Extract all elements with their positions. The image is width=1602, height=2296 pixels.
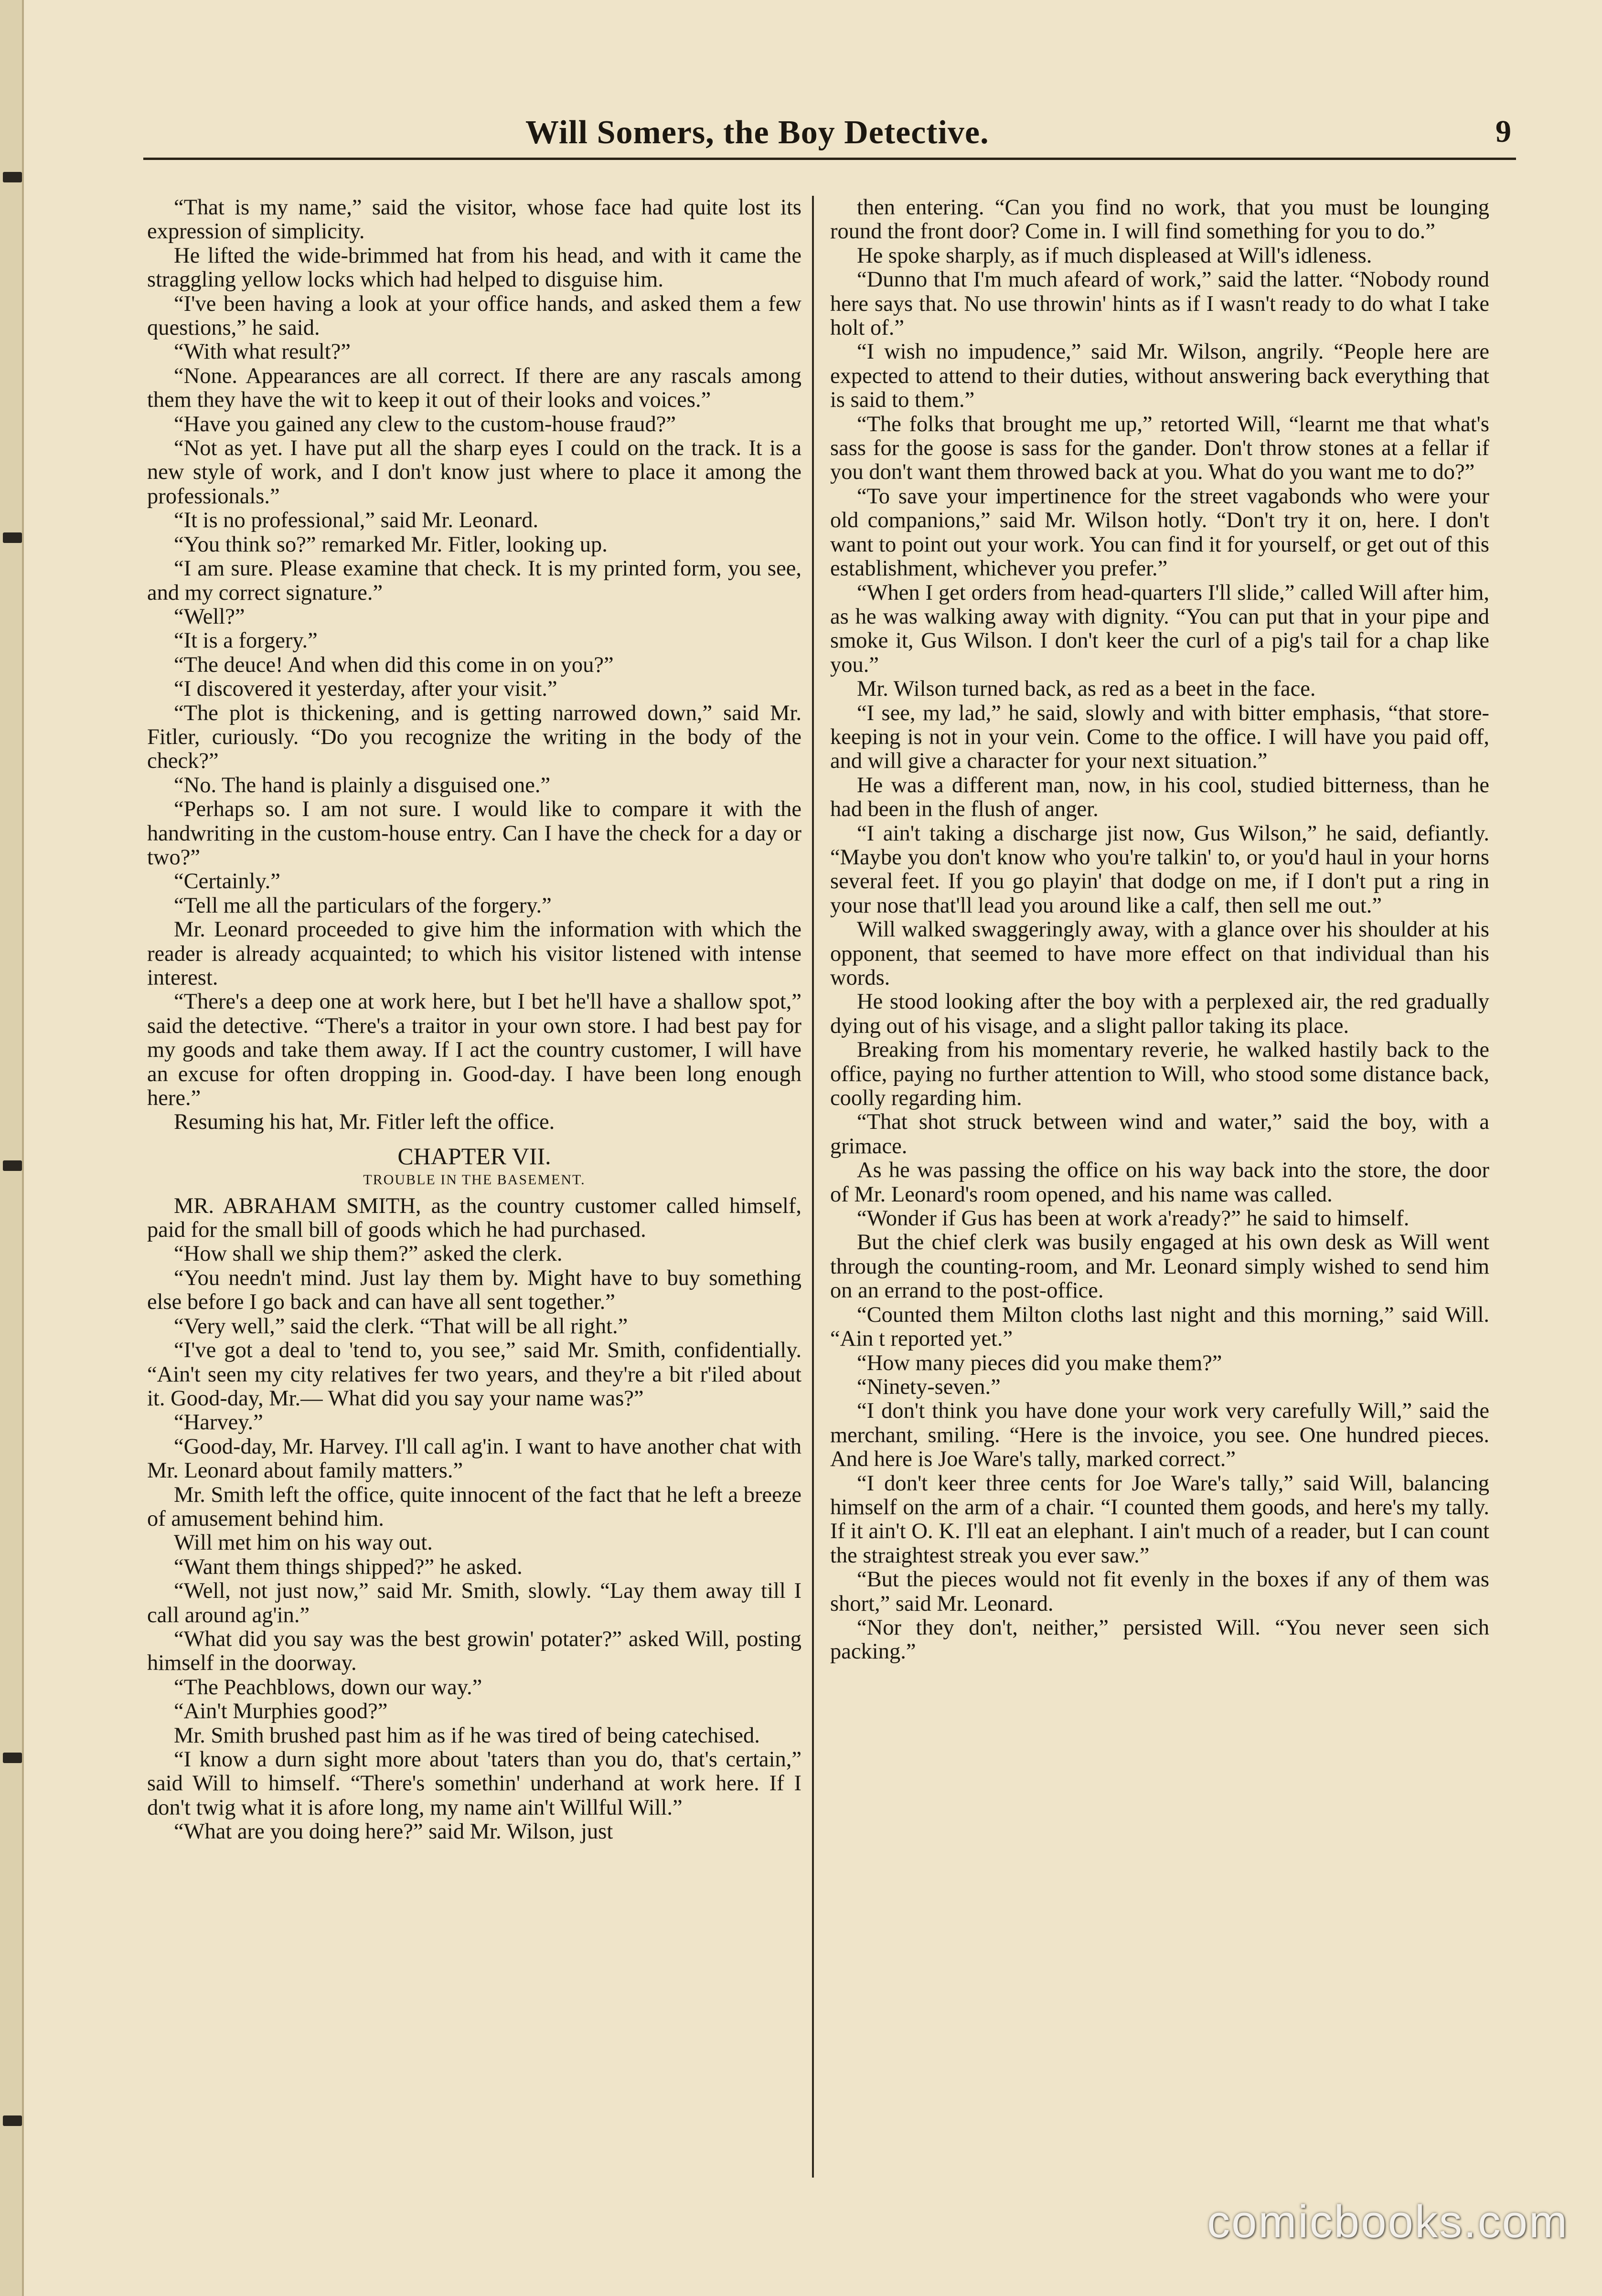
paragraph: “It is a forgery.”: [174, 628, 318, 653]
column-divider: [812, 196, 814, 2178]
paragraph: “There's a deep one at work here, but I bet he'll have a shallow spot,” said the detective. “There's a traitor in your own store. I had best pay for my goods and take them away. If I act the country customer, I will have an excuse for often dropping in. Good-day. I have been long enough here.”: [147, 989, 801, 1111]
paragraph: “The plot is thickening, and is getting narrowed down,” said Mr. Fitler, curiously. “Do you recognize the writing in the body of the check?”: [147, 701, 801, 774]
right-column: [830, 196, 1489, 2178]
paragraph: “Very well,” said the clerk. “That will be all right.”: [174, 1314, 628, 1339]
paragraph: “Want them things shipped?” he asked.: [174, 1554, 523, 1579]
paragraph: “That shot struck between wind and water,” said the boy, with a grimace.: [830, 1110, 1489, 1159]
paragraph: “I wish no impudence,” said Mr. Wilson, angrily. “People here are expected to attend to their duties, without answering back everything that is said to them.”: [830, 340, 1489, 413]
paragraph: “Not as yet. I have put all the sharp eyes I could on the track. It is a new style of work, and I don't know just where to place it among the professionals.”: [147, 436, 801, 509]
paragraph: “Have you gained any clew to the custom-house fraud?”: [174, 412, 676, 436]
staple-mark: [3, 1160, 22, 1171]
paragraph: “I see, my lad,” he said, slowly and with bitter emphasis, “that store-keeping is not in your vein. Come to the office. I will have you paid off, and will give a character for your next situation.”: [830, 701, 1489, 774]
paragraph: “The Peachblows, down our way.”: [174, 1675, 482, 1700]
paragraph: “Harvey.”: [174, 1410, 263, 1435]
paragraph: “Counted them Milton cloths last night and this morning,” said Will. “Ain t reported yet.”: [830, 1302, 1489, 1351]
paragraph: “Ain't Murphies good?”: [174, 1699, 388, 1724]
paragraph: “The folks that brought me up,” retorted Will, “learnt me that what's sass for the goose is sass for the gander. Don't throw stones at a fellar if you don't want them throwed back at you. What do you want me to do?”: [830, 412, 1489, 485]
chapter-title: CHAPTER VII.: [397, 1142, 551, 1169]
paragraph: Resuming his hat, Mr. Fitler left the office.: [174, 1110, 555, 1135]
paragraph: “Certainly.”: [174, 869, 280, 894]
paragraph: “To save your impertinence for the street vagabonds who were your old companions,” said Mr. Wilson hotly. “Don't try it on, here. I don't want to point out your work. You can find it for yourself, or get out of this establishment, whichever you prefer.”: [830, 484, 1489, 581]
paragraph: Mr. Smith left the office, quite innocent of the fact that he left a breeze of amusement behind him.: [147, 1482, 801, 1531]
paragraph: “Tell me all the particulars of the forgery.”: [174, 893, 552, 918]
right-column-body: [830, 196, 1489, 1664]
paragraph: “I've got a deal to 'tend to, you see,” said Mr. Smith, confidentially. “Ain't seen my city relatives fer two years, and they're a bit r'iled about it. Good-day, Mr.— What did you say your name was?”: [147, 1338, 801, 1411]
paragraph: Breaking from his momentary reverie, he walked hastily back to the office, paying no further attention to Will, who stood some distance back, coolly regarding him.: [830, 1038, 1489, 1111]
paragraph: Mr. Leonard proceeded to give him the information with which the reader is already acquainted; to which his visitor listened with intense interest.: [147, 917, 801, 990]
paragraph: “No. The hand is plainly a disguised one.”: [174, 773, 551, 797]
paragraph: “The deuce! And when did this come in on you?”: [174, 652, 614, 677]
paragraph: then entering. “Can you find no work, that you must be lounging round the front door? Come in. I will find something for you to do.”: [830, 195, 1489, 244]
paragraph: MR. ABRAHAM SMITH, as the country customer called himself, paid for the small bill of goods which he had purchased.: [147, 1193, 801, 1243]
paragraph: “I know a durn sight more about 'taters than you do, that's certain,” said Will to himself. “There's somethin' underhand at work here. If I don't twig what it is afore long, my name ain't Willful Will.”: [147, 1747, 801, 1820]
staple-mark: [3, 172, 22, 182]
paragraph: “It is no professional,” said Mr. Leonard.: [174, 508, 539, 533]
paragraph: As he was passing the office on his way back into the store, the door of Mr. Leonard's room opened, and his name was called.: [830, 1158, 1489, 1207]
paragraph: “But the pieces would not fit evenly in the boxes if any of them was short,” said Mr. Leonard.: [830, 1567, 1489, 1616]
running-header: [143, 110, 1516, 160]
paragraph: Will met him on his way out.: [174, 1531, 433, 1555]
site-watermark: comicbooks.com: [1207, 2196, 1569, 2247]
paragraph: “When I get orders from head-quarters I'll slide,” called Will after him, as he was walking away with dignity. “You can put that in your pipe and smoke it, Gus Wilson. I don't keer the curl of a pig's tail for a chap like you.”: [830, 580, 1489, 677]
paragraph: Mr. Wilson turned back, as red as a beet in the face.: [857, 677, 1316, 702]
page-number: 9: [1495, 114, 1511, 149]
paragraph: “That is my name,” said the visitor, whose face had quite lost its expression of simplicity.: [147, 195, 801, 244]
paragraph: “I am sure. Please examine that check. It is my printed form, you see, and my correct signature.”: [147, 556, 801, 605]
paragraph: “Dunno that I'm much afeard of work,” said the latter. “Nobody round here says that. No use throwin' hints as if I wasn't ready to do what I take holt of.”: [830, 267, 1489, 340]
staple-mark: [3, 2115, 22, 2126]
staple-mark: [3, 1753, 22, 1763]
paragraph: “Perhaps so. I am not sure. I would like to compare it with the handwriting in the custom-house entry. Can I have the check for a day or two?”: [147, 797, 801, 870]
paragraph: Mr. Smith brushed past him as if he was tired of being catechised.: [174, 1723, 760, 1748]
chapter-body: [147, 1194, 801, 1844]
paragraph: “How shall we ship them?” asked the clerk.: [174, 1242, 563, 1266]
paragraph: Will walked swaggeringly away, with a glance over his shoulder at his opponent, that seemed to have more effect on that individual than his words.: [830, 917, 1489, 990]
paragraph: “I've been having a look at your office hands, and asked them a few questions,” he said.: [147, 291, 801, 340]
left-column: [147, 196, 801, 2178]
paragraph: But the chief clerk was busily engaged at his own desk as Will went through the counting-room, and Mr. Leonard simply wished to send him on an errand to the post-office.: [830, 1230, 1489, 1303]
staple-mark: [3, 532, 22, 543]
paragraph: “None. Appearances are all correct. If there are any rascals among them they have the wit to keep it out of their looks and voices.”: [147, 363, 801, 413]
paragraph: “What did you say was the best growin' potater?” asked Will, posting himself in the doorway.: [147, 1626, 801, 1676]
paragraph: “Nor they don't, neither,” persisted Will. “You never seen sich packing.”: [830, 1615, 1489, 1664]
paragraph: “Good-day, Mr. Harvey. I'll call ag'in. I want to have another chat with Mr. Leonard about family matters.”: [147, 1434, 801, 1483]
paragraph: “Well?”: [174, 604, 245, 629]
paragraph: “You think so?” remarked Mr. Fitler, looking up.: [174, 532, 608, 557]
paragraph: “I discovered it yesterday, after your visit.”: [174, 677, 557, 702]
paragraph: He stood looking after the boy with a perplexed air, the red gradually dying out of his visage, and a slight pallor taking its place.: [830, 989, 1489, 1038]
left-column-body: [147, 196, 801, 1135]
paragraph: “I don't keer three cents for Joe Ware's tally,” said Will, balancing himself on the arm of a chair. “I counted them goods, and here's my tally. If it ain't O. K. I'll eat an elephant. I ain't much of a reader, but I can count the straightest streak you ever saw.”: [830, 1471, 1489, 1568]
paragraph: “Ninety-seven.”: [857, 1374, 1001, 1399]
paragraph: He lifted the wide-brimmed hat from his head, and with it came the straggling yellow locks which had helped to disguise him.: [147, 243, 801, 292]
paragraph: He was a different man, now, in his cool, studied bitterness, than he had been in the flush of anger.: [830, 773, 1489, 822]
paragraph: “How many pieces did you make them?”: [857, 1350, 1222, 1375]
running-title: Will Somers, the Boy Detective.: [525, 114, 989, 151]
paragraph: “Well, not just now,” said Mr. Smith, slowly. “Lay them away till I call around ag'in.”: [147, 1579, 801, 1627]
paragraph: “With what result?”: [174, 340, 351, 364]
paragraph: “I don't think you have done your work very carefully Will,” said the merchant, smiling. “Here is the invoice, you see. One hundred pieces. And here is Joe Ware's tally, marked correct.”: [830, 1399, 1489, 1472]
paragraph: “I ain't taking a discharge jist now, Gus Wilson,” he said, defiantly. “Maybe you don't know who you're talkin' to, or you'd haul in your horns several feet. If you go playin' that dodge on me, if I don't put a ring in your nose that'll lead you around like a calf, then sell me out.”: [830, 821, 1489, 918]
paragraph: “You needn't mind. Just lay them by. Might have to buy something else before I go back and can have all sent together.”: [147, 1265, 801, 1315]
chapter-subtitle: TROUBLE IN THE BASEMENT.: [363, 1172, 586, 1188]
paragraph: “Wonder if Gus has been at work a'ready?” he said to himself.: [857, 1206, 1410, 1231]
paragraph: He spoke sharply, as if much displeased at Will's idleness.: [857, 243, 1372, 268]
binding-edge: [0, 0, 24, 2296]
paragraph: “What are you doing here?” said Mr. Wilson, just: [174, 1819, 613, 1844]
